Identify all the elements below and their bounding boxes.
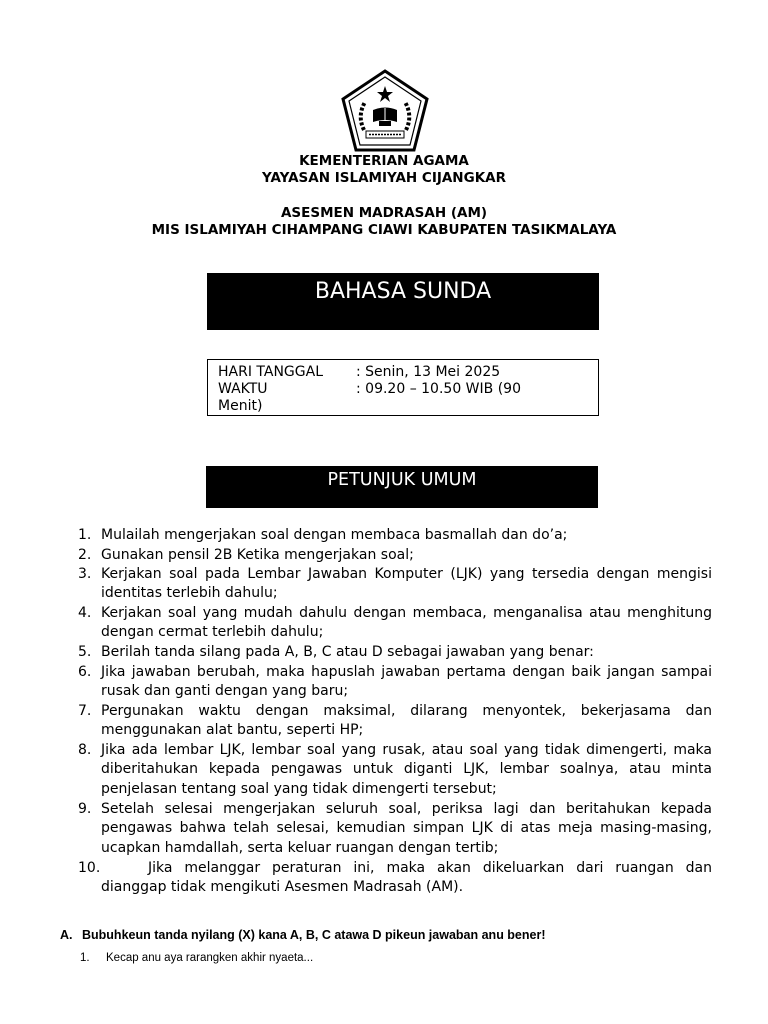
exam-page: KEMENTERIAN AGAMA YAYASAN ISLAMIYAH CIJANGKAR ASESMEN MADRASAH (AM) MIS ISLAMIYAH CIHAMPANG CIAWI KABUPATEN TASIKMALAYA BAHASA SUNDA HARI TANGGAL : Senin, 13 Mei 2025 WAKTU : 09.20 – 10.50 WIB (90 Menit) PETUNJUK UMUM 1. Mulailah mengerjakan soal dengan membaca basmallah dan do’a; 2. Gunakan pensil 2B Ketika mengerjakan soal; 3. Kerjakan soal pada Lembar Jawaban Komputer (LJK) yang tersedia dengan mengisi identitas terlebih dahulu; 4. Kerjakan soal yang mudah dahulu dengan membaca, menganalisa atau menghitung dengan cermat terlebih dahulu; 5. Berilah tanda silang pada A, B, C atau D sebagai jawaban yang benar: 6. Jika jawaban berubah, maka hapuslah jawaban pertama dengan baik jangan sampai rusak dan ganti dengan yang baru; 7. Pergunakan waktu dengan maksimal, dilarang menyontek, bekerjasama dan menggunakan alat bantu, seperti HP; 8. Jika ada lembar LJK, lembar soal yang rusak, atau soal yang tidak dimengerti, maka diberitahukan kepada pengawas untuk diganti LJK, lembar soalnya, atau minta penjelasan tentang soal yang tidak dimengerti tersebut; 9. Setelah selesai mengerjakan seluruh soal, periksa lagi dan beritahukan kepada pengawas bahwa telah selesai, kemudian simpan LJK di atas meja masing-masing, ucapkan hamdallah, serta keluar ruangan dengan tertib; 10. Jika melanggar peraturan ini, maka akan dikeluarkan dari ruangan dan dianggap tidak mengikuti Asesmen Madrasah (AM). A. Bubuhkeun tanda nyilang (X) kana A, B, C atawa D pikeun jawaban anu bener! 1. Kecap anu aya rarangken akhir nyaeta... [0, 0, 768, 1024]
schedule-table [207, 359, 599, 416]
foundation-heading: YAYASAN ISLAMIYAH CIJANGKAR [261, 170, 506, 186]
section-a-label: A. [60, 928, 73, 942]
section-a-text: Bubuhkeun tanda nyilang (X) kana A, B, C atawa D pikeun jawaban anu bener! [82, 928, 546, 942]
question-item [80, 951, 313, 965]
instructions-banner [206, 466, 598, 508]
question-number: 1. [80, 952, 90, 964]
day-value: : Senin, 13 Mei 2025 [356, 364, 501, 380]
section-a-instruction [60, 928, 546, 943]
kementerian-agama-emblem-icon [340, 68, 430, 154]
time-value-continued: Menit) [218, 398, 263, 414]
time-value: : 09.20 – 10.50 WIB (90 [356, 381, 521, 397]
school-name: MIS ISLAMIYAH CIHAMPANG CIAWI KABUPATEN TASIKMALAYA [151, 222, 617, 238]
exam-title: ASESMEN MADRASAH (AM) [280, 205, 488, 221]
subject-title: BAHASA SUNDA [314, 279, 492, 304]
question-text: Kecap anu aya rarangken akhir nyaeta... [106, 952, 314, 964]
subject-banner [207, 273, 599, 330]
instructions-title: PETUNJUK UMUM [327, 470, 477, 490]
time-label: WAKTU [218, 381, 268, 397]
ministry-heading: KEMENTERIAN AGAMA [299, 153, 469, 169]
day-label: HARI TANGGAL [218, 364, 323, 380]
